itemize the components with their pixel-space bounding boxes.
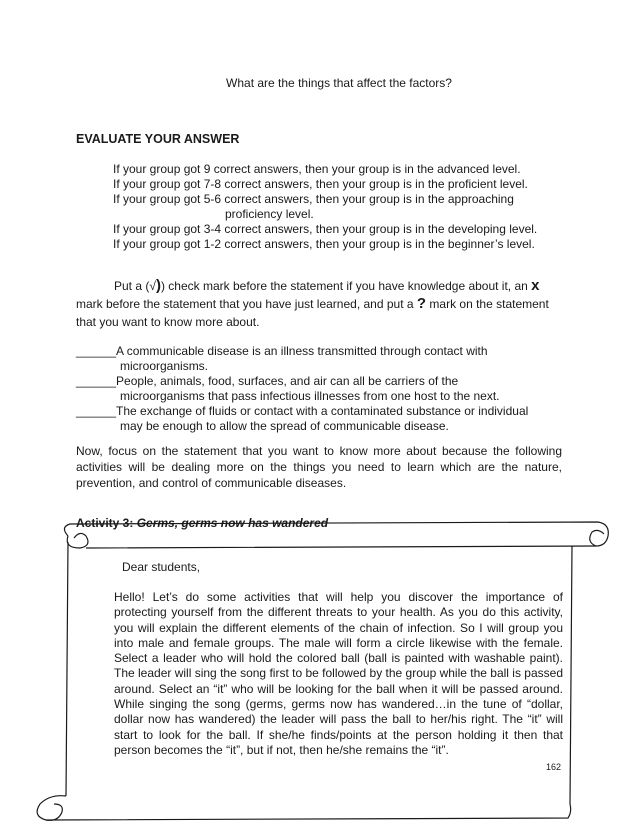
scroll-left-edge — [66, 542, 68, 796]
statement-item: ______People, animals, food, surfaces, and air can all be carriers of the microorganisms that pass infectious illnesses from one host to the next. — [76, 374, 500, 403]
question-line: What are the things that affect the factors? — [226, 76, 452, 90]
scroll-right-edge — [570, 546, 572, 804]
activity-title: Germs, germs now has wandered — [136, 516, 329, 530]
scroll-top-curl-left — [67, 533, 88, 548]
letter-paragraph: Hello! Let’s do some activities that will help you discover the importance of protecting yourself from the different threats to your health. As you do this activity, you will explain the different elements of the chain of infection. So I will group you into male and female groups. The male will form a circle likewise with the female. Select a leader who will hold the colored ball (ball is painted with washable paint). The leader will sing the song first to be followed by the group while the ball is passed around. Select an “it” who will be looking for the ball when it will be passed around. While singing the song (germs, germs now has wandered…in the tune of “dollar, dollar now has wandered) the leader will pass the ball to her/his right. The “it” will start to look for the ball. If she/he finds/points at the person holding it then that person becomes the “it”, but if not, then he/she remains the “it”. — [114, 590, 563, 757]
statement-item: ______A communicable disease is an illness transmitted through contact with microorganisms. — [76, 344, 488, 373]
page-number: 162 — [546, 762, 562, 772]
letter-salutation: Dear students, — [122, 560, 201, 574]
level-line: If your group got 3-4 correct answers, then your group is in the developing level. — [113, 222, 538, 236]
letter-body — [76, 590, 563, 758]
paren: ) — [155, 277, 161, 294]
scroll-top-curl-right — [590, 530, 604, 546]
level-line: If your group got 9 correct answers, then your group is in the advanced level. — [113, 162, 521, 176]
focus-paragraph: Now, focus on the statement that you want to know more about because the following activities will be dealing more on the things you need to learn which are the nature, prevention, and control of communicable diseases. — [76, 444, 562, 490]
check-mark-symbol: √ — [149, 279, 156, 293]
instruction-paragraph: Put a (√)) check mark before the statement if you have knowledge about it, an x mark before the statement that you have just learned, and put a ? mark on the statement that you want to know more about. — [76, 277, 549, 329]
statement-item: ______The exchange of fluids or contact with a contaminated substance or individual may be enough to allow the spread of communicable disease. — [76, 404, 529, 433]
scroll-bottom-curl — [37, 796, 66, 821]
level-line: proficiency level. — [225, 207, 314, 221]
question-mark-symbol: ? — [416, 295, 427, 312]
activity-heading — [76, 516, 328, 530]
x-mark-symbol: x — [531, 277, 540, 294]
level-line: If your group got 1-2 correct answers, then your group is in the beginner’s level. — [113, 237, 535, 251]
activity-label: Activity 3: — [76, 516, 134, 530]
level-line: If your group got 7-8 correct answers, then your group is in the proficient level. — [113, 177, 528, 191]
evaluate-heading: EVALUATE YOUR ANSWER — [76, 132, 240, 146]
level-line: If your group got 5-6 correct answers, then your group is in the approaching — [113, 192, 514, 206]
scroll-bottom-edge — [46, 804, 571, 820]
